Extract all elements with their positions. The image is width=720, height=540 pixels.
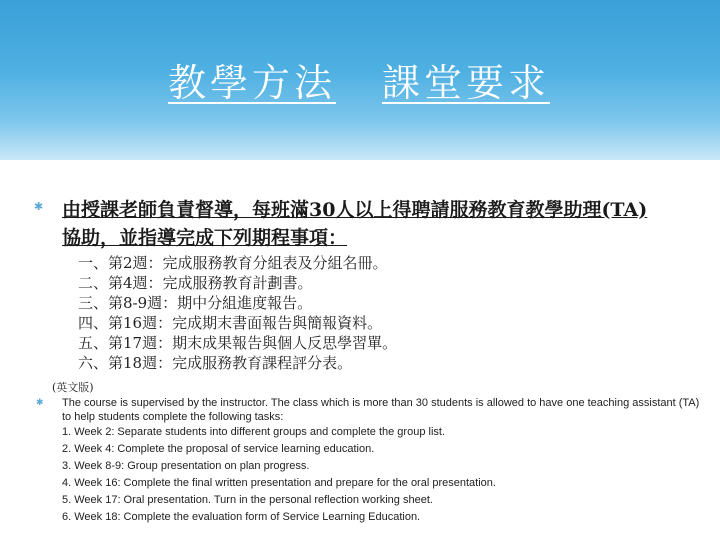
list-item: 1. Week 2: Separate students into different groups and complete the group list. bbox=[62, 426, 445, 438]
slide-title bbox=[0, 52, 720, 105]
schedule-list bbox=[78, 253, 397, 373]
asterisk-icon: ✱ bbox=[36, 398, 44, 408]
list-item: 一、第2週：完成服務教育分組表及分組名冊。 bbox=[78, 254, 388, 272]
english-schedule-list bbox=[62, 424, 496, 526]
list-item: 四、第16週：完成期末書面報告與簡報資料。 bbox=[78, 314, 383, 332]
main-point: 由授課老師負責督導，每班滿30人以上得聘請服務教育教學助理(TA)協助，並指導完成下列期程事項： bbox=[62, 199, 648, 249]
list-item: 2. Week 4: Complete the proposal of service learning education. bbox=[62, 443, 375, 455]
title-class-requirements: 課堂要求 bbox=[382, 61, 551, 105]
title-teaching-method: 教學方法 bbox=[168, 61, 337, 105]
list-item: 三、第8-9週：期中分組進度報告。 bbox=[78, 294, 313, 312]
english-version-label: (英文版) bbox=[52, 381, 94, 394]
list-item: 5. Week 17: Oral presentation. Turn in the personal reflection working sheet. bbox=[62, 494, 433, 506]
list-item: 五、第17週：期末成果報告與個人反思學習單。 bbox=[78, 334, 398, 352]
list-item: 6. Week 18: Complete the evaluation form of Service Learning Education. bbox=[62, 511, 421, 523]
asterisk-icon: ✱ bbox=[34, 200, 44, 213]
list-item: 3. Week 8-9: Group presentation on plan progress. bbox=[62, 460, 310, 472]
list-item: 二、第4週：完成服務教育計劃書。 bbox=[78, 274, 313, 292]
english-point: The course is supervised by the instructor. The class which is more than 30 students is allowed to have one teaching assistant (TA) to help students complete the following tasks: bbox=[62, 397, 700, 423]
list-item: 4. Week 16: Complete the final written presentation and prepare for the oral presentation. bbox=[62, 477, 496, 489]
list-item: 六、第18週：完成服務教育課程評分表。 bbox=[78, 354, 353, 372]
